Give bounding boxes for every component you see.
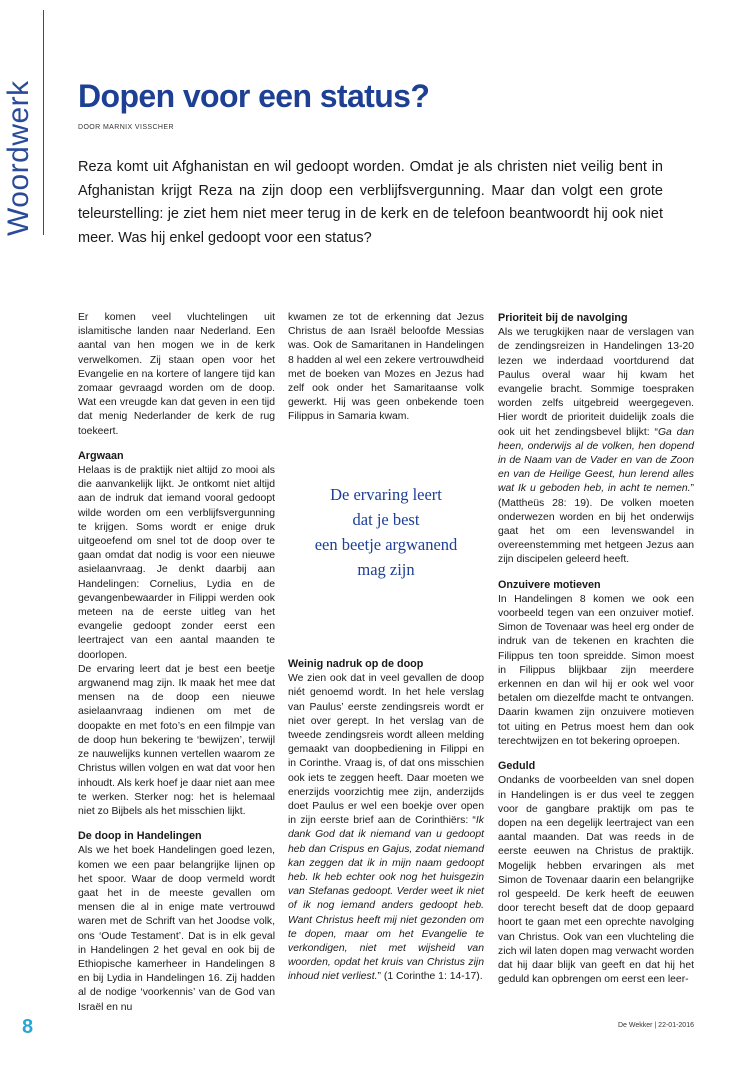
section-label: Woordwerk: [2, 80, 35, 236]
lead-paragraph: Reza komt uit Afghanistan en wil gedoopt worden. Omdat je als christen niet veilig bent in Afghanistan krijgt Reza na zijn doop een verblijfsvergunning. Maar dan volgt een grote teleurstelling: je ziet hem niet meer terug in de kerk en de telefoon beantwoordt hij ook niet meer. Was hij enkel gedoopt voor een status?: [78, 159, 663, 246]
text: We zien ook dat in veel gevallen de doop niét genoemd wordt. In het hele verslag van Paulus’ eerste zendingsreis wordt er niet over gerept. In het verslag van de tweede zendingsreis wordt alleen melding gemaakt van doopbediening in Filippi en in Corinthe. Vraag is, of dat ons misschien ook iets te zeggen heeft. Daar moeten we enerzijds voorzichtig mee zijn, anderzijds doet Paulus er wel een boekje over open in zijn eerste brief aan de Corinthiërs: “: [288, 673, 484, 827]
heading-onzuivere-motieven: Onzuivere motieven: [498, 578, 601, 591]
paragraph: Helaas is de praktijk niet altijd zo mooi als die aanvankelijk lijkt. Je ontkomt niet altijd aan de indruk dat iemand vooral gedoopt wilde worden om een verblijfsvergunning te krijgen. Soms wordt er enige druk uitgeoefend om snel tot de doop over te gaan omdat dat nodig is voor een nieuwe asielaanvraag. Je denkt daarbij aan Handelingen: Cornelius, Lydia en de gevangenbewaarder in Filippi werden ook meteen na de eerste uitleg van het evangelie gedoopt zonder eerst een leertraject van een aantal maanden te doorlopen.: [78, 465, 275, 661]
heading-argwaan: Argwaan: [78, 449, 124, 462]
paragraph: Ondanks de voorbeelden van snel dopen in Handelingen is er dus veel te zeggen voor de gangbare praktijk om pas te dopen na een degelijk leertraject van een aantal maanden. Dat was reeds in de eerste eeuwen na Christus de praktijk. Mogelijk hebben ervaringen als met Simon de Tovenaar daarin een belangrijke rol gespeeld. De kerk heeft de eeuwen door terecht beseft dat de doop gepaard hoort te gaan met een oprechte navolging van Christus. Ook van een vluchteling die zich wil laten dopen mag verwacht worden dat hij daar blijk van geeft en dat hij het geduld kan opbrengen om eerst een leer-: [498, 775, 694, 986]
pull-quote-line: De ervaring leert: [330, 485, 442, 504]
text: ” (1 Corinthe 1: 14-17).: [377, 971, 483, 983]
publication-footer: De Wekker | 22-01-2016: [617, 1022, 694, 1029]
pull-quote-line: dat je best: [352, 510, 420, 529]
byline: DOOR MARNIX VISSCHER: [78, 124, 174, 131]
text: ” (Mattheüs 28: 19). De volken moeten onderwezen worden en bij het onderwijs gaat het om een levenswandel in overeenstemming met hetgeen Jezus aan zijn discipelen geleerd heeft.: [498, 483, 694, 566]
pull-quote-line: mag zijn: [357, 560, 415, 579]
scripture-quote: Ga dan heen, onderwijs al de volken, hen dopend in de Naam van de Vader en van de Zoon en van de Heilige Geest, hun lerend alles wat Ik u geboden heb, in acht te nemen.: [498, 426, 694, 495]
paragraph: Als we het boek Handelingen goed lezen, komen we een paar belangrijke lijnen op het spoor. Waar de doop vermeld wordt gaat het in de meeste gevallen om mensen die al in enige mate vertrouwd waren met de Schrift van het Joodse volk, ons ‘Oude Testament’. Dat is in elk geval in Handelingen 2 het geval en ook bij de Ethiopische kamerheer in Handelingen 8 en bij Lydia in Handelingen 16. Zij hadden al de nodige ‘voorkennis’ van de God van Israël en nu: [78, 845, 275, 1013]
column-2: [288, 311, 484, 425]
heading-prioriteit: Prioriteit bij de navolging: [498, 312, 628, 324]
scripture-quote: Ik dank God dat ik niemand van u gedoopt heb dan Crispus en Gajus, zodat niemand kan zeggen dat ik in mijn naam gedoopt heb. Ik heb echter ook nog het huisgezin van Stefanas gedoopt. Verder weet ik niet of ik nog iemand anders gedoopt heb. Want Christus heeft mij niet gezonden om te dopen, maar om het Evangelie te verkondigen, niet met wijsheid van woorden, opdat het kruis van Christus zijn inhoud niet verliest.: [288, 815, 484, 983]
intro-paragraph: Er komen veel vluchtelingen uit islamitische landen naar Nederland. Een aantal van hen mogen we in de kerk verwelkomen. Zij staan open voor het Evangelie en na kortere of langere tijd kan zomaar gevraagd worden om de doop. Wat een vreugde kan dat geven in een tijd dat menig Nederlander de kerk de rug toekeert.: [78, 312, 275, 437]
column-2-lower: [288, 657, 484, 985]
heading-doop-in-handelingen: De doop in Handelingen: [78, 830, 202, 843]
section-rule: [43, 10, 44, 235]
paragraph: [288, 672, 484, 984]
column-1: [78, 311, 275, 1015]
paragraph: In Handelingen 8 komen we ook een voorbeeld tegen van een onzuiver motief. Simon de Tovenaar was heel erg onder de indruk van de tekenen en krachten die Filippus ten toon spreidde. Simon moest in Filippus blijkbaar zijn meerdere erkennen en dan wil hij er ook wel voor betalen om diezelfde macht te ontvangen. Daarin kwamen zijn onzuivere motieven tot uiting en Petrus moest hem dan ook terechtwijzen en tot bekering oproepen.: [498, 593, 694, 747]
page-number: 8: [22, 1016, 34, 1038]
pull-quote: [288, 482, 484, 582]
pull-quote-line: een beetje argwanend: [314, 535, 458, 554]
article-title: Dopen voor een status?: [78, 78, 430, 114]
column-3: [498, 311, 694, 987]
paragraph: kwamen ze tot de erkenning dat Jezus Christus de aan Israël beloofde Messias was. Ook de Samaritanen in Handelingen 8 hadden al wel een zekere vertrouwdheid met de boeken van Mozes en Jezus had zelf ook onder het Samaritaanse volk gewerkt. Hij was geen onbekende toen Filippus in Samaria kwam.: [288, 312, 484, 423]
heading-weinig-nadruk: Weinig nadruk op de doop: [288, 658, 424, 670]
heading-geduld: Geduld: [498, 760, 536, 773]
text: Als we terugkijken naar de verslagen van de zendingsreizen in Handelingen 13-20 lezen we inderdaad voortdurend dat Paulus overal waar hij kwam het evangelie bracht. Sommige toespraken worden zelfs uitgebreid weergegeven. Hier wordt de prioriteit duidelijk zoals die ook uit het zendingsbevel blijkt: “: [498, 327, 694, 438]
paragraph: De ervaring leert dat je best een beetje argwanend mag zijn. Ik maak het mee dat mensen na de doop een nieuwe asielaanvraag indienen om met de doopakte en met foto’s en een filmpje van de doop hun bekering te ‘bewijzen’, terwijl ze nauwelijks kunnen vertellen waarom ze Christus willen volgen en wat dat voor hen inhoudt. Als kerk hoef je daar niet aan mee te werken. Sterker nog: het is helemaal niet zo Bijbels als het misschien lijkt.: [78, 663, 275, 817]
paragraph: [498, 326, 694, 567]
